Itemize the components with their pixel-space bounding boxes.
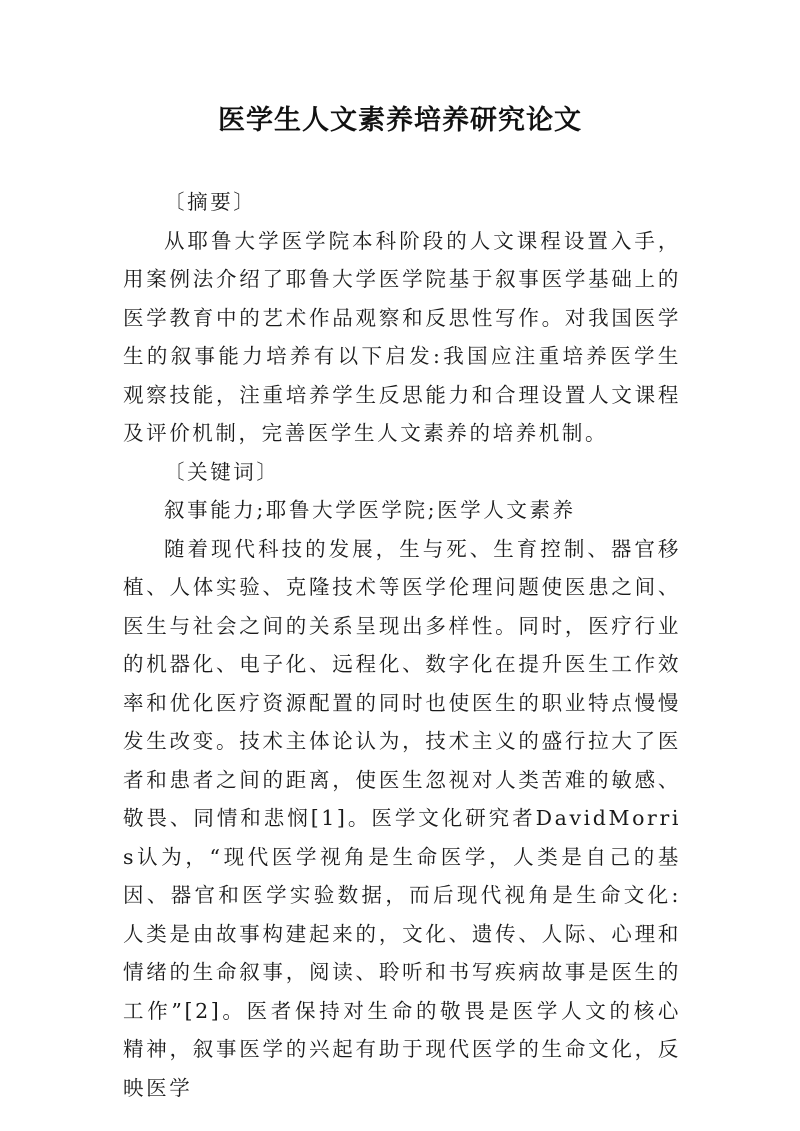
keywords-paragraph: 叙事能力;耶鲁大学医学院;医学人文素养: [164, 498, 576, 522]
abstract-heading: 〔摘要〕: [164, 190, 257, 214]
document-body: [123, 183, 681, 1107]
abstract-paragraph: 从耶鲁大学医学院本科阶段的人文课程设置入手，用案例法介绍了耶鲁大学医学院基于叙事医学基础上的医学教育中的艺术作品观察和反思性写作。对我国医学生的叙事能力培养有以下启发:我国应注重培养医学生观察技能，注重培养学生反思能力和合理设置人文课程及评价机制，完善医学生人文素养的培养机制。: [123, 228, 681, 445]
document-title: 医学生人文素养培养研究论文: [218, 105, 582, 136]
body-paragraph: 随着现代科技的发展，生与死、生育控制、器官移植、人体实验、克隆技术等医学伦理问题使医患之间、医生与社会之间的关系呈现出多样性。同时，医疗行业的机器化、电子化、远程化、数字化在提升医生工作效率和优化医疗资源配置的同时也使医生的职业特点慢慢发生改变。技术主体论认为，技术主义的盛行拉大了医者和患者之间的距离，使医生忽视对人类苦难的敏感、敬畏、同情和悲悯[1]。医学文化研究者DavidMorris认为，“现代医学视角是生命医学，人类是自己的基因、器官和医学实验数据，而后现代视角是生命文化:人类是由故事构建起来的，文化、遗传、人际、心理和情绪的生命叙事，阅读、聆听和书写疾病故事是医生的工作”[2]。医者保持对生命的敬畏是医学人文的核心精神，叙事医学的兴起有助于现代医学的生命文化，反映医学: [123, 536, 681, 1100]
keywords-heading: 〔关键词〕: [164, 459, 280, 484]
